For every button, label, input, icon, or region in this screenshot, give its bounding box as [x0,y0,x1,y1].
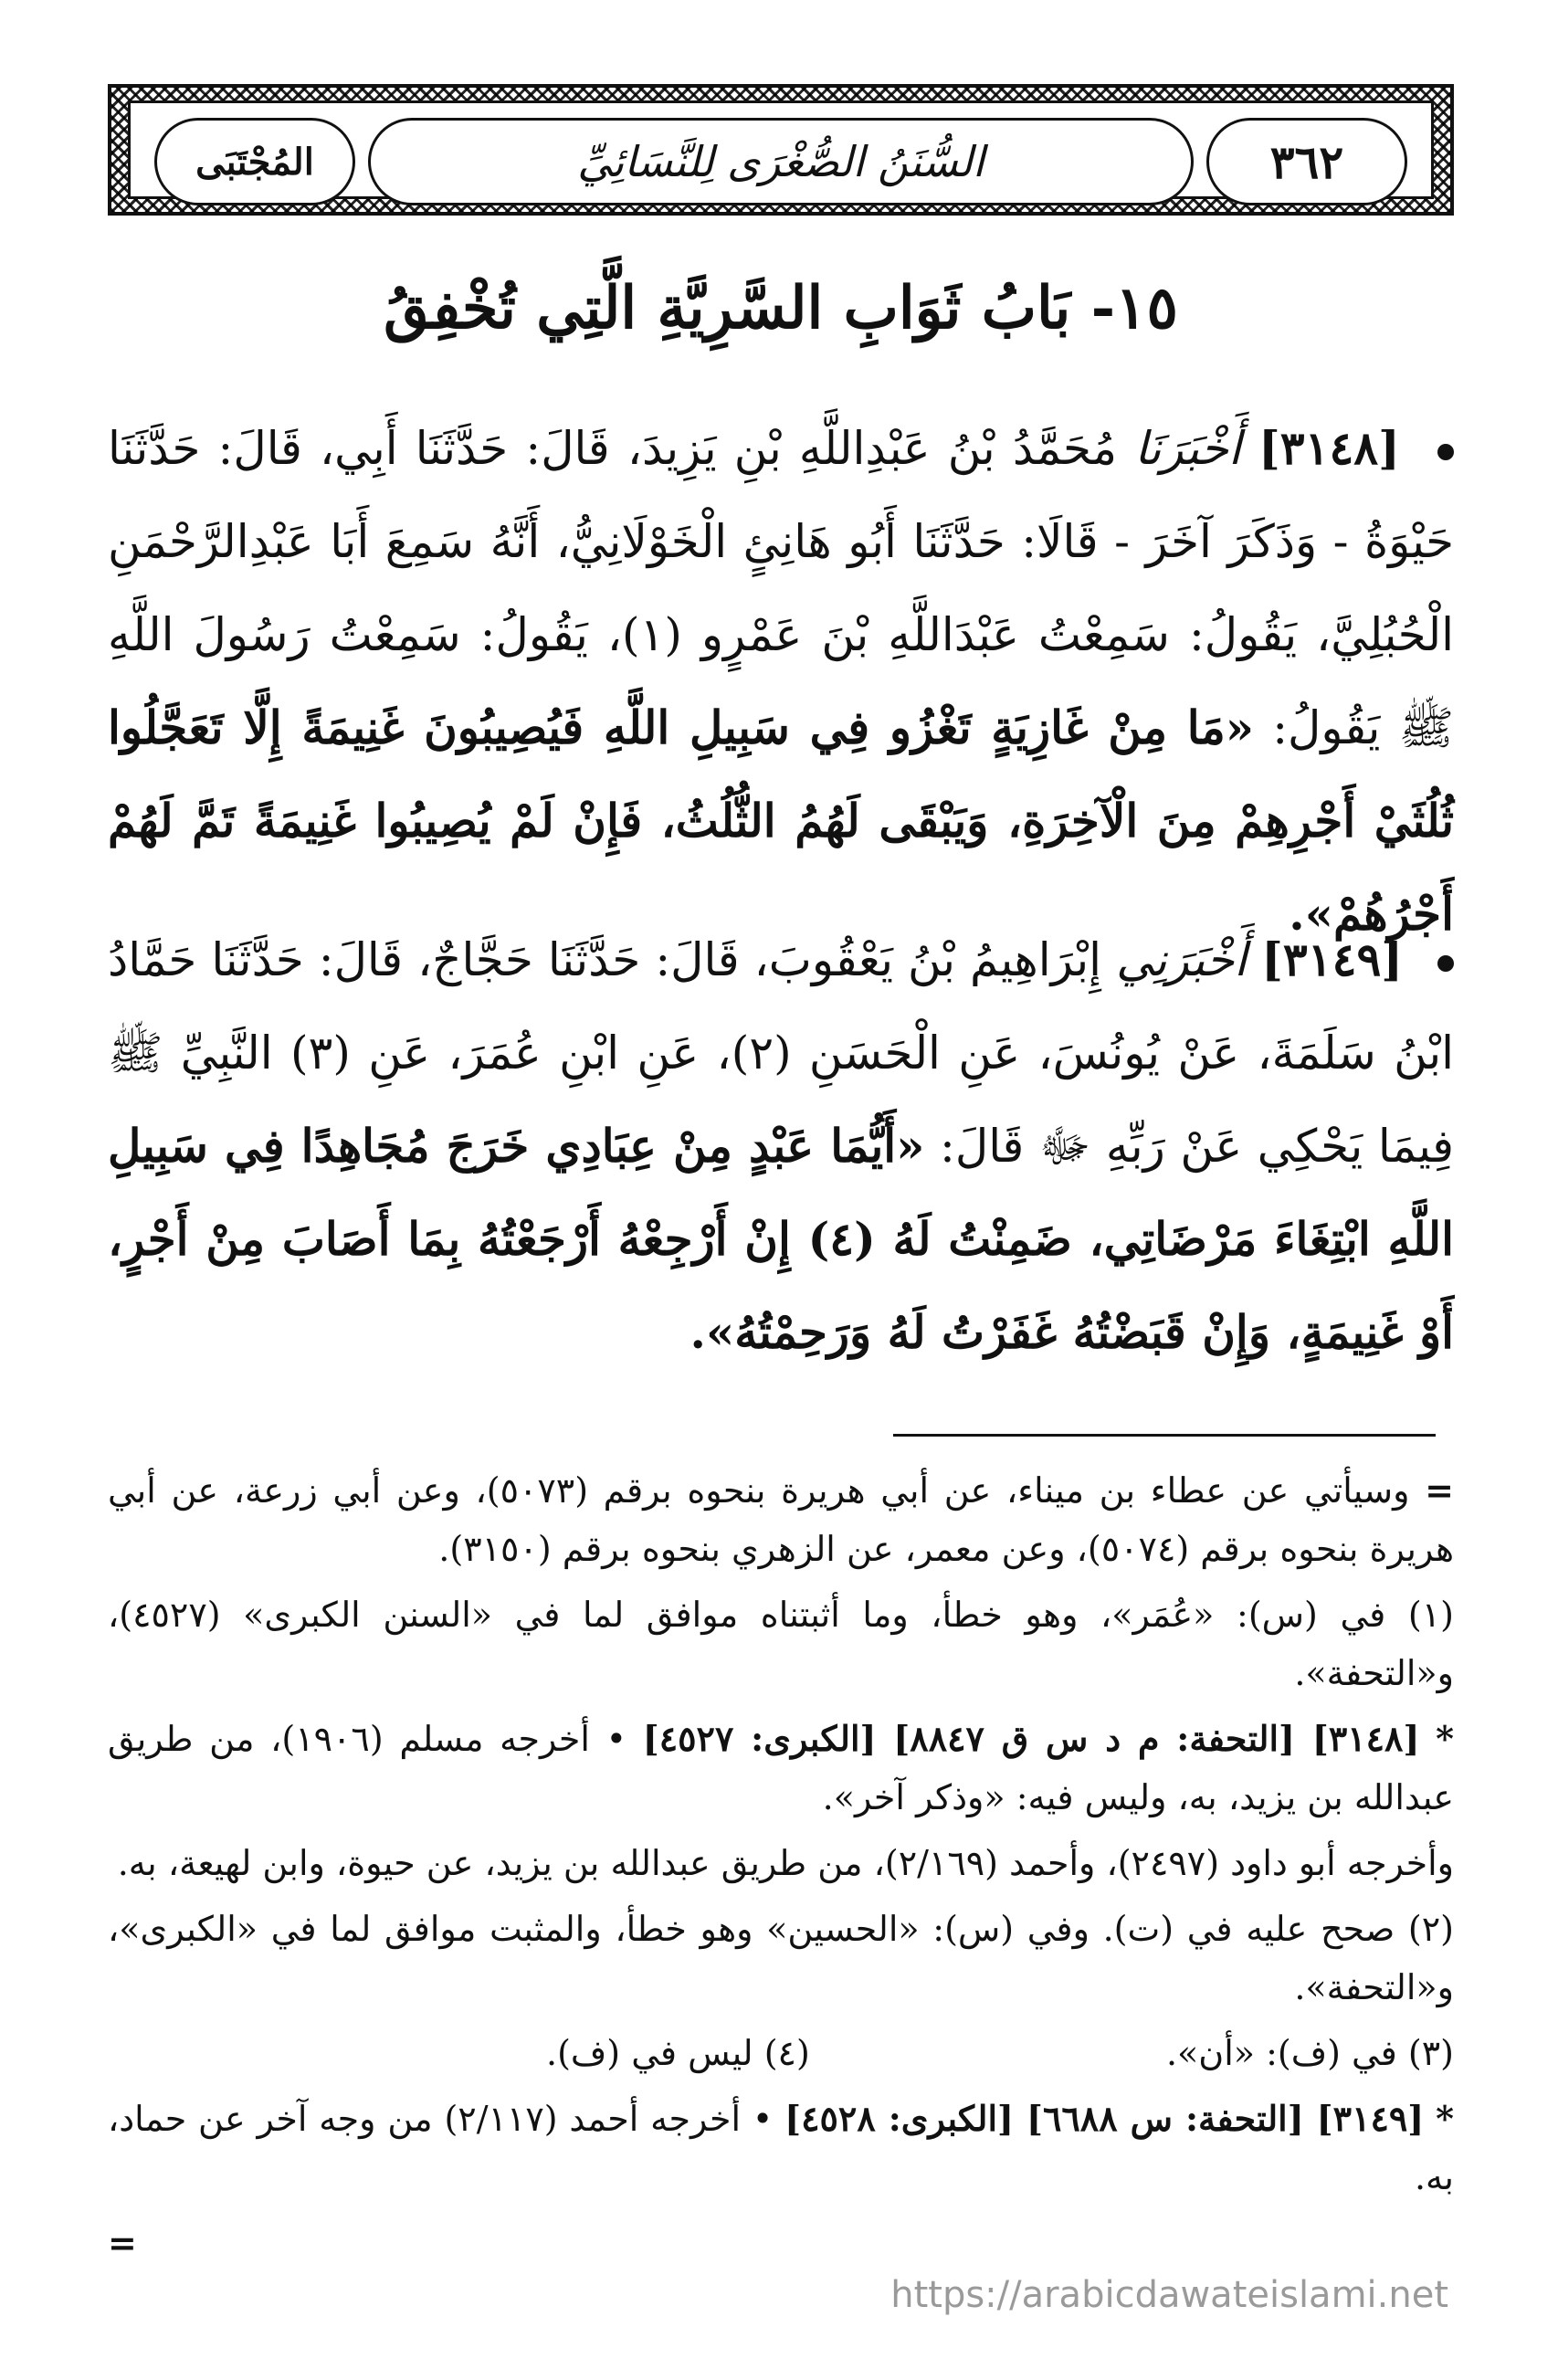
matn-text: «مَا مِنْ غَازِيَةٍ تَغْزُو فِي سَبِيلِ اللَّهِ فَيُصِيبُونَ غَنِيمَةً إِلَّا تَعَجَّلُوا ثُلُثَيْ أَجْرِهِمْ مِنَ الْآخِرَةِ، وَيَبْقَى لَهُمُ الثُّلُثُ، فَإِنْ لَمْ يُصِيبُوا غَنِيمَةً تَمَّ لَهُمْ أَجْرُهُمْ». [108,700,1454,941]
chapter-title: ١٥- بَابُ ثَوَابِ السَّرِيَّةِ الَّتِي تُخْفِقُ [384,274,1178,342]
star-icon: * [1436,1718,1454,1759]
footnote-3: (٣) في (ف): «أن». [1165,2033,1454,2073]
page-number-cartouche [1206,118,1407,205]
footnotes [108,1461,1454,2280]
takhrij-3149 [108,2090,1454,2206]
page-header [108,84,1454,216]
takhrij-head: [٣١٤٨] [التحفة: م د س ق ٨٨٤٧] [الكبرى: ٤٥٢٧] [642,1718,1420,1759]
footnote-2: (٢) صحح عليه في (ت). وفي (س): «الحسين» وهو خطأ، والمثبت موافق لما في «الكبرى»، و«التحفة». [108,1909,1454,2007]
emblem-cartouche [154,118,355,205]
bullet-icon [1437,444,1454,460]
takhrij-3148-more: وأخرجه أبو داود (٢٤٩٧)، وأحمد (٢/١٦٩)، من طريق عبدالله بن يزيد، عن حيوة، وابن لهيعة، به. [117,1843,1454,1883]
takhrij-body: • أخرجه أحمد (٢/١١٧) من وجه آخر عن حماد، به. [108,2099,1454,2197]
book-emblem: المُجْتَبَى [195,140,314,184]
end-mark [108,2214,1454,2272]
matn-text: «أَيُّمَا عَبْدٍ مِنْ عِبَادِي خَرَجَ مُجَاهِدًا فِي سَبِيلِ اللَّهِ ابْتِغَاءَ مَرْضَاتِي، ضَمِنْتُ لَهُ (٤) إِنْ أَرْجِعْهُ أَرْجَعْتُهُ بِمَا أَصَابَ مِنْ أَجْرٍ، أَوْ غَنِيمَةٍ، وَإِنْ قَبَضْتُهُ غَفَرْتُ لَهُ وَرَحِمْتُهُ». [108,1119,1455,1359]
watermark: https://arabicdawateislami.net [890,2274,1448,2316]
header-frame [128,100,1434,199]
isnad-opening: أَخْبَرَنَا [1134,422,1241,475]
takhrij-3148 [108,1710,1454,1827]
hadith-3148 [108,402,1454,961]
bullet-icon [1437,955,1454,972]
footnote-separator [893,1434,1436,1437]
isnad-text: إِبْرَاهِيمُ بْنُ يَعْقُوبَ، قَالَ: حَدَّثَنَا حَجَّاجٌ، قَالَ: حَدَّثَنَا حَمَّادُ ابْنُ سَلَمَةَ، عَنْ يُونُسَ، عَنِ الْحَسَنِ (٢)، عَنِ ابْنِ عُمَرَ، عَنِ (٣) النَّبِيِّ ﷺ فِيمَا يَحْكِي عَنْ رَبِّهِ ﷻ قَالَ: [108,933,1454,1173]
footnote-continuation [108,1461,1454,1578]
continuation-text: وسيأتي عن عطاء بن ميناء، عن أبي هريرة بنحوه برقم (٥٠٧٣)، وعن أبي زرعة، عن أبي هريرة بنحوه برقم (٥٠٧٤)، وعن معمر، عن الزهري بنحوه برقم (٣١٥٠). [108,1470,1454,1569]
isnad-opening: أَخْبَرَنِي [1116,933,1247,986]
isnad-text: مُحَمَّدُ بْنُ عَبْدِاللَّهِ بْنِ يَزِيدَ، قَالَ: حَدَّثَنَا أَبِي، قَالَ: حَدَّثَنَا حَيْوَةُ - وَذَكَرَ آخَرَ - قَالَا: حَدَّثَنَا أَبُو هَانِئٍ الْخَوْلَانِيُّ، أَنَّهُ سَمِعَ أَبَا عَبْدِالرَّحْمَنِ الْحُبُلِيَّ، يَقُولُ: سَمِعْتُ عَبْدَاللَّهِ بْنَ عَمْرٍو (١)، يَقُولُ: سَمِعْتُ رَسُولَ اللَّهِ ﷺ يَقُولُ: [108,422,1454,754]
hadith-3149 [108,913,1454,1379]
footnotes-3-4 [108,2024,1454,2082]
takhrij-head: [٣١٤٩] [التحفة: س ٦٦٨٨] [الكبرى: ٤٥٢٨] [784,2098,1425,2139]
takhrij-body: • أخرجه مسلم (١٩٠٦)، من طريق عبدالله بن يزيد، به، وليس فيه: «وذكر آخر». [108,1719,1454,1817]
hadith-number: [٣١٤٩] [1261,932,1403,986]
running-title-cartouche [368,118,1194,205]
page-number: ٣٦٢ [1269,134,1344,189]
footnote-4: (٤) ليس في (ف). [546,2033,810,2073]
running-title: السُّنَنُ الصُّغْرَى لِلنَّسَائِيِّ [577,137,984,186]
hadith-number: [٣١٤٨] [1258,421,1400,475]
footnote-1: (١) في (س): «عُمَر»، وهو خطأ، وما أثبتناه موافق لما في «السنن الكبرى» (٤٥٢٧)، و«التحفة». [108,1595,1454,1693]
end-mark-text: = [108,2222,137,2263]
star-icon: * [1436,2098,1454,2139]
continuation-mark: = [1425,1469,1454,1511]
